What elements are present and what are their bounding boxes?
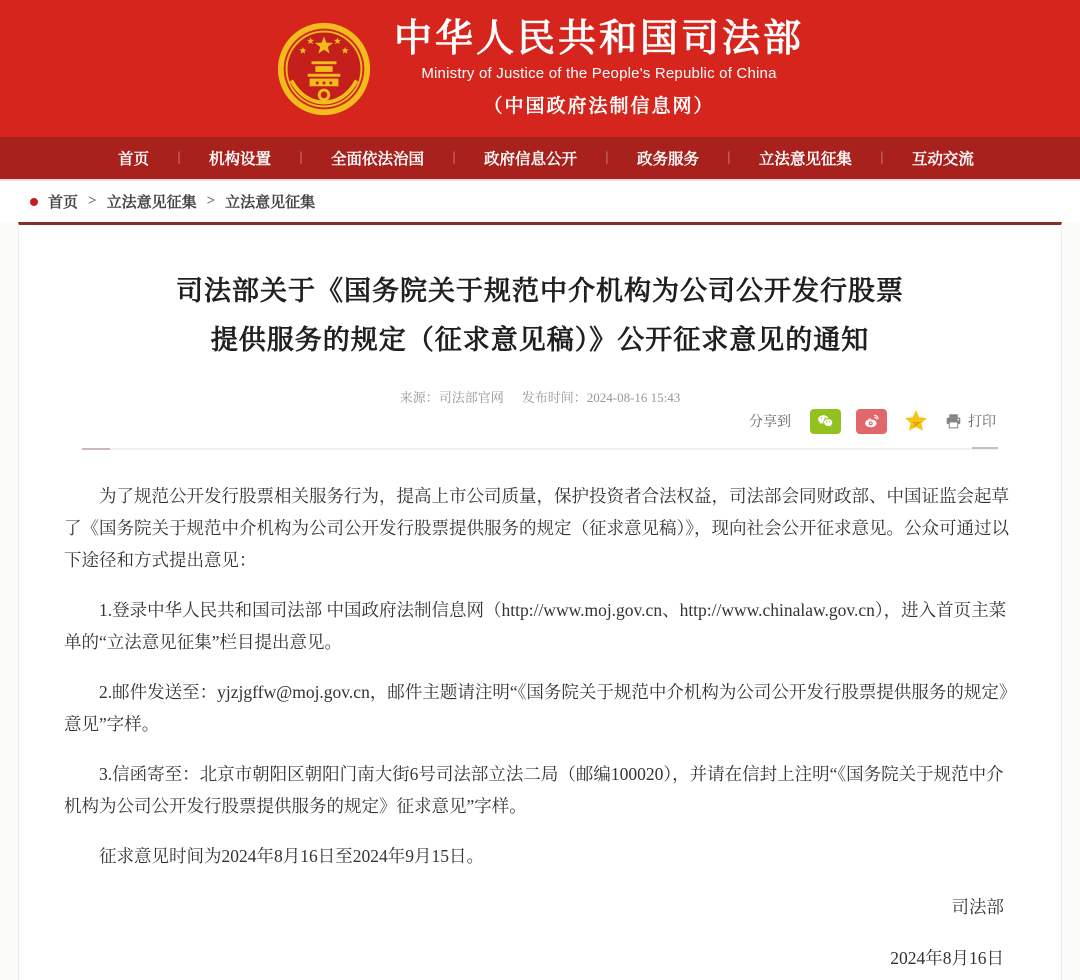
nav-separator: |	[605, 150, 609, 165]
print-label: 打印	[968, 413, 996, 429]
paragraph-channel-email: 2.邮件发送至：yjzjgffw@moj.gov.cn，邮件主题请注明“《国务院关于规范中介机构为公司公开发行股票提供服务的规定》意见”字样。	[64, 682, 1008, 734]
header-divider	[82, 448, 998, 450]
site-title-cn: 中华人民共和国司法部	[393, 17, 804, 60]
page-title	[94, 267, 986, 365]
article-meta	[64, 387, 1016, 406]
paragraph-intro: 为了规范公开发行股票相关服务行为，提高上市公司质量，保护投资者合法权益，司法部会同财政部、中国证监会起草了《国务院关于规范中介机构为公司公开发行股票提供服务的规定（征求意见稿）》，现向社会公开征求意见。公众可通过以下途径和方式提出意见：	[64, 486, 1009, 570]
nav-item-home[interactable]: 首页	[118, 151, 150, 168]
nav-item-gov-info[interactable]: 政府信息公开	[483, 151, 577, 168]
breadcrumb-separator: >	[206, 193, 216, 209]
share-bar	[64, 406, 1016, 436]
weibo-share-icon[interactable]	[856, 409, 887, 434]
banner-text	[394, 19, 804, 119]
page-title-line2: 提供服务的规定（征求意见稿）》公开征求意见的通知	[210, 325, 870, 355]
breadcrumb-legislation-comments[interactable]: 立法意见征集	[106, 195, 197, 211]
signature-name: 司法部	[951, 897, 1004, 917]
page-title-line1: 司法部关于《国务院关于规范中介机构为公司公开发行股票	[176, 276, 904, 306]
nav-item-legislation-comments[interactable]: 立法意见征集	[758, 151, 852, 168]
printer-icon	[945, 413, 962, 430]
site-banner	[0, 0, 1080, 137]
qzone-star-icon[interactable]	[902, 408, 930, 434]
article-card	[18, 222, 1062, 980]
signature-block	[64, 894, 1016, 970]
wechat-share-icon[interactable]	[810, 409, 841, 434]
nav-separator: |	[299, 150, 303, 165]
site-subtitle: （中国政府法制信息网）	[483, 96, 715, 118]
nav-item-interaction[interactable]: 互动交流	[911, 151, 974, 168]
breadcrumb-bullet-icon	[30, 198, 38, 206]
nav-item-rule-of-law[interactable]: 全面依法治国	[330, 151, 424, 168]
breadcrumb-current: 立法意见征集	[225, 195, 316, 211]
paragraph-channel-website: 1.登录中华人民共和国司法部 中国政府法制信息网（http://www.moj.gov.cn、http://www.chinalaw.gov.cn），进入首页主菜单的“立法意见征集”栏目提出意见。	[64, 600, 1007, 652]
nav-separator: |	[452, 150, 456, 165]
nav-item-services[interactable]: 政务服务	[636, 151, 699, 168]
publish-time-value: 2024-08-16 15:43	[586, 390, 681, 405]
paragraph-channel-mail: 3.信函寄至：北京市朝阳区朝阳门南大街6号司法部立法二局（邮编100020），并请在信封上注明“《国务院关于规范中介机构为公司公开发行股票提供服务的规定》征求意见”字样。	[64, 764, 1004, 816]
breadcrumb	[0, 181, 1080, 222]
nav-separator: |	[177, 150, 181, 165]
nav-separator: |	[880, 150, 884, 165]
print-button[interactable]	[945, 411, 996, 431]
site-title-en: Ministry of Justice of the People's Republic of China	[421, 65, 777, 83]
share-label: 分享到	[749, 413, 791, 429]
china-national-emblem-icon	[276, 21, 372, 117]
breadcrumb-home[interactable]: 首页	[48, 195, 79, 211]
article-body	[64, 480, 1016, 872]
signature-date: 2024年8月16日	[890, 948, 1004, 968]
publish-time-label: 发布时间：	[521, 390, 587, 405]
source-value: 司法部官网	[438, 390, 504, 405]
breadcrumb-separator: >	[88, 193, 97, 209]
nav-separator: |	[727, 150, 731, 165]
source-label: 来源：	[399, 390, 439, 405]
main-nav	[0, 137, 1080, 181]
nav-item-organization[interactable]: 机构设置	[208, 151, 271, 168]
paragraph-deadline: 征求意见时间为2024年8月16日至2024年9月15日。	[99, 846, 484, 866]
